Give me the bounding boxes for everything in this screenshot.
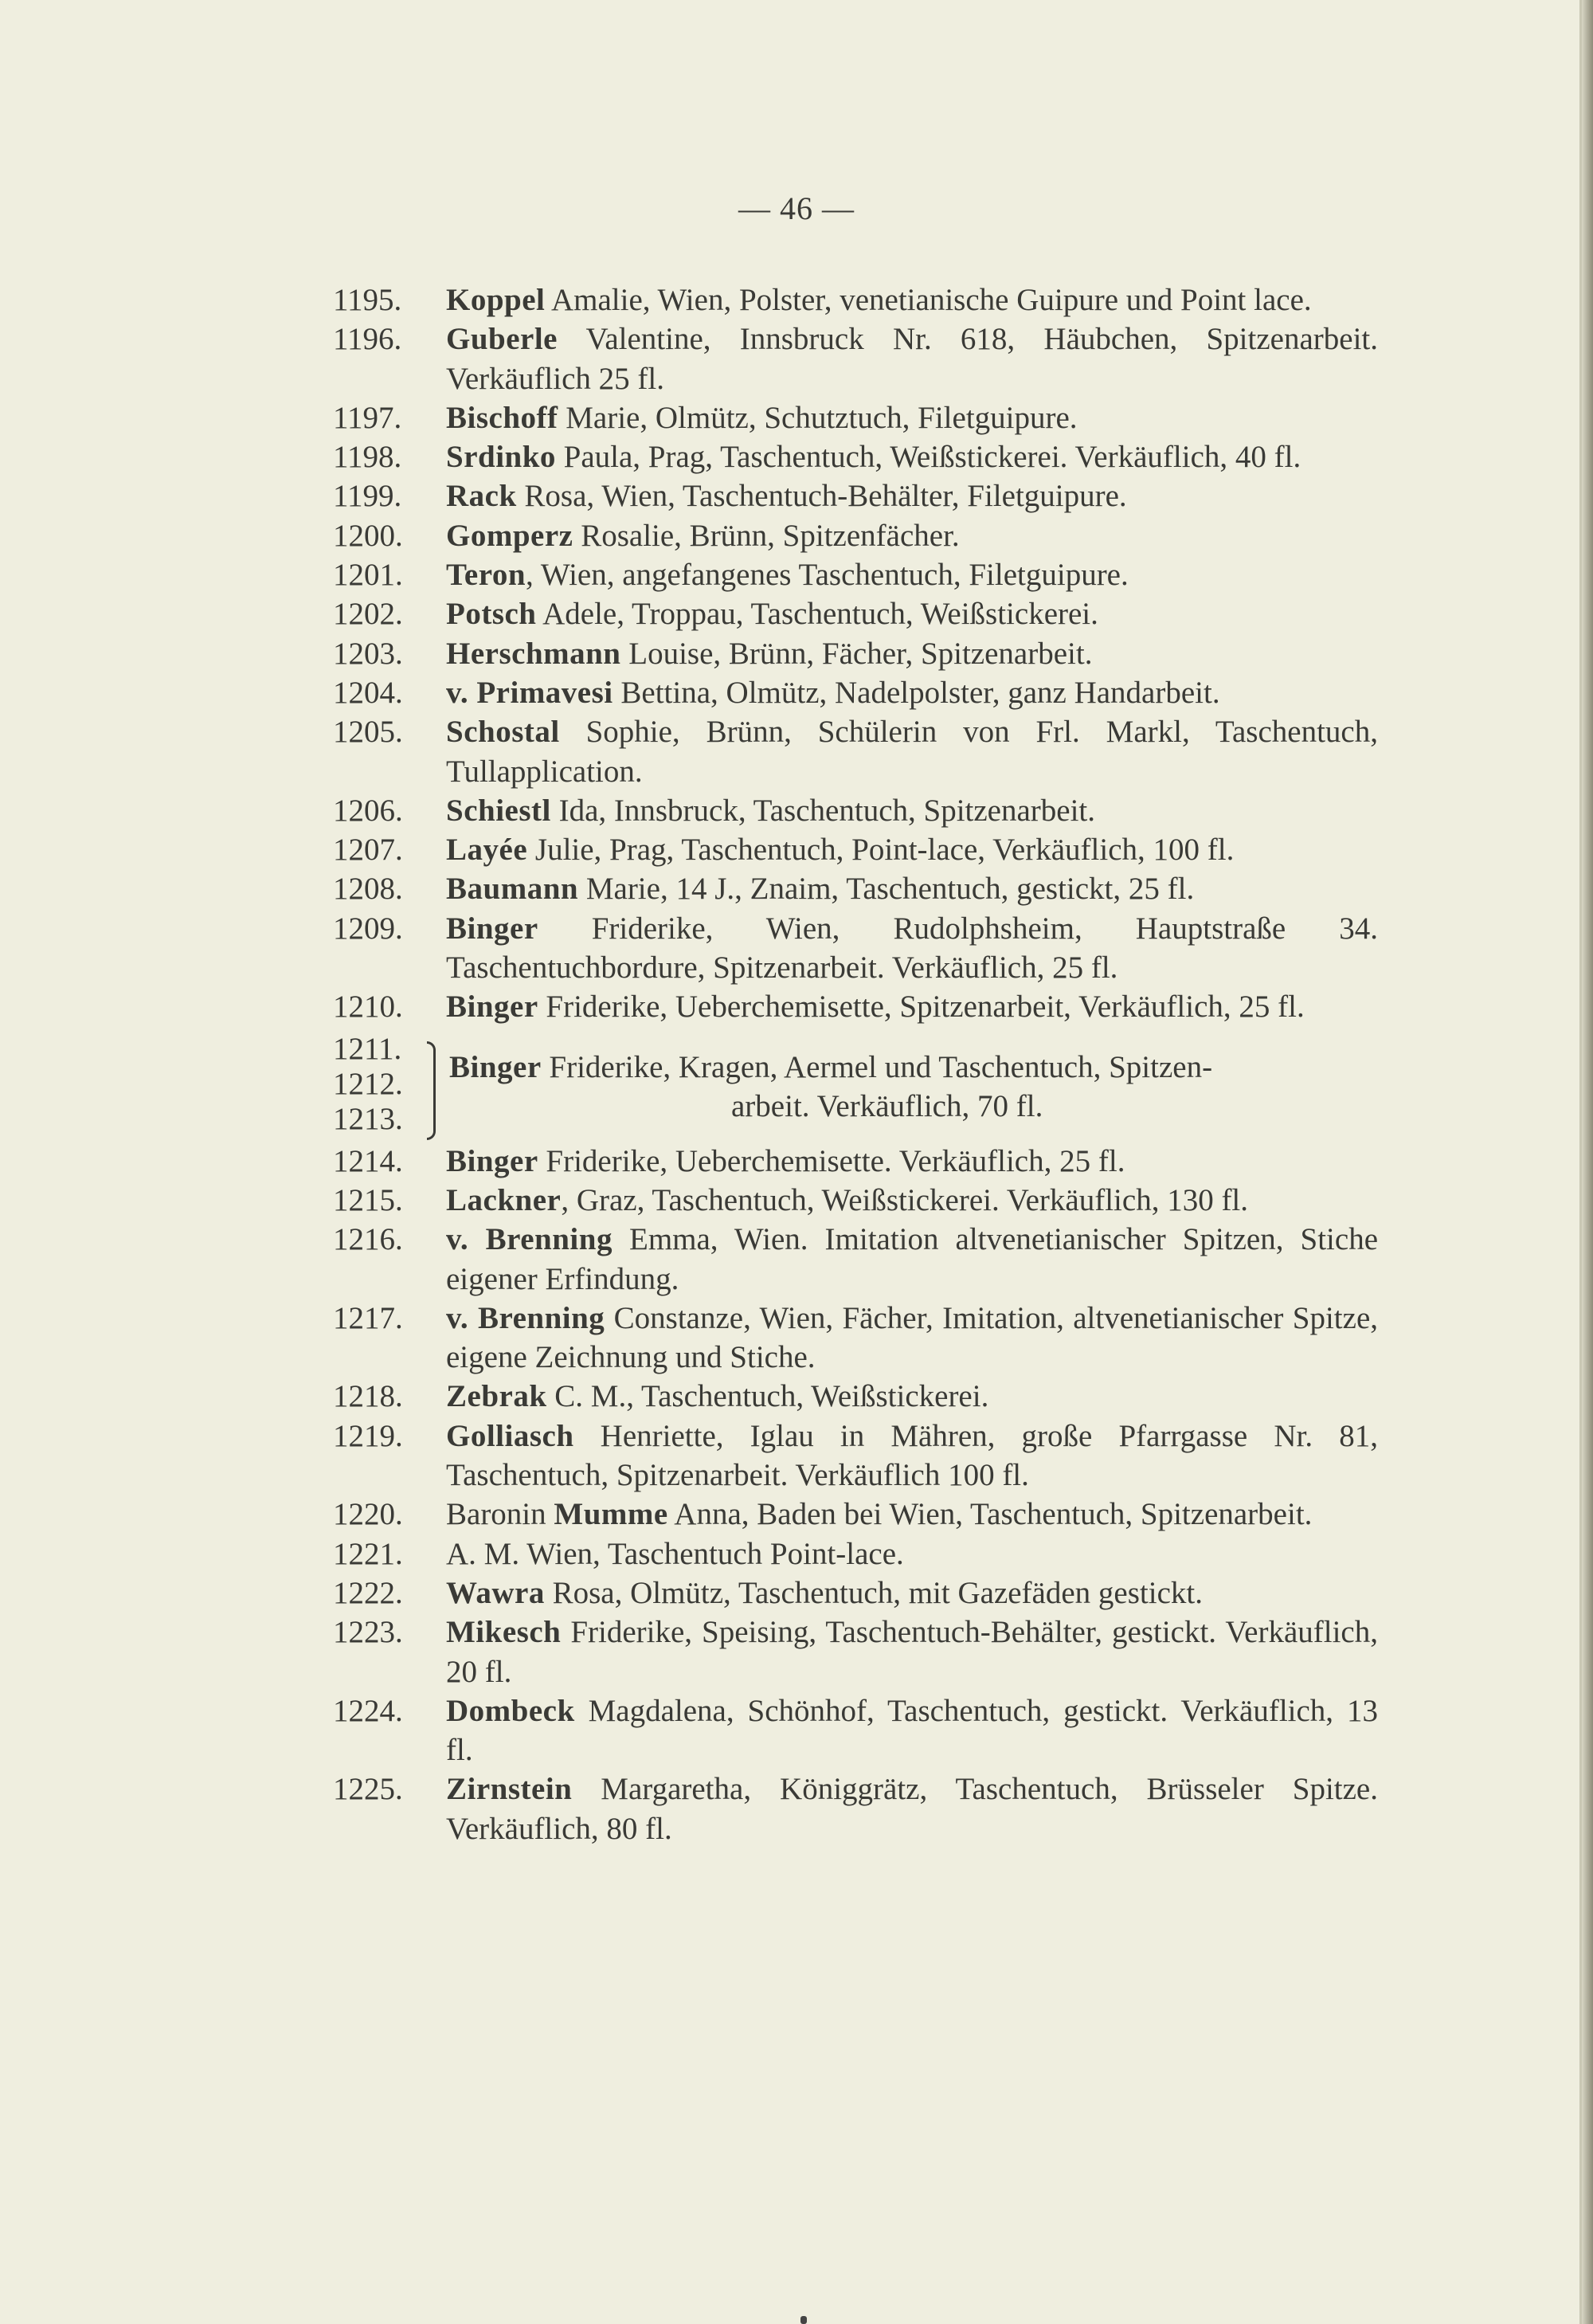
list-entry <box>333 1691 1378 1770</box>
entry-text <box>446 555 1378 594</box>
list-entry <box>333 555 1378 594</box>
entry-description: Paula, Prag, Taschentuch, Weißstickerei. Verkäuflich, 40 fl. <box>555 440 1301 475</box>
entry-text <box>446 1181 1378 1220</box>
grouped-entry-numbers <box>333 1032 427 1140</box>
entry-description: Rosa, Wien, Taschentuch-Behälter, Filetguipure. <box>516 479 1127 514</box>
entry-number: 1195. <box>333 283 402 317</box>
entry-number: 1209. <box>333 911 403 946</box>
entry-description: Friderike, Kragen, Aermel und Taschentuch, Spitzen- <box>541 1049 1213 1084</box>
exhibitor-name: Zirnstein <box>446 1772 573 1807</box>
entry-text <box>446 909 1378 988</box>
list-entry <box>333 1613 1378 1691</box>
entry-description: Valentine, Innsbruck Nr. 618, Häubchen, Spitzenarbeit. Verkäuflich 25 fl. <box>446 322 1378 396</box>
entry-description: Friderike, Speising, Taschentuch-Behälter, gestickt. Verkäuflich, 20 fl. <box>446 1615 1378 1689</box>
entry-description: A. M. Wien, Taschentuch Point-lace. <box>446 1536 904 1571</box>
entry-description: Marie, Olmütz, Schutztuch, Filetguipure. <box>558 400 1078 435</box>
list-entry <box>333 791 1378 830</box>
exhibitor-name: v. Brenning <box>446 1300 605 1335</box>
entry-description: Friderike, Wien, Rudolphsheim, Hauptstraße 34. Taschentuchbordure, Spitzenarbeit. Verkäuflich, 25 fl. <box>446 911 1378 986</box>
entry-number: 1210. <box>333 990 403 1025</box>
entry-number: 1221. <box>333 1536 403 1571</box>
entry-number: 1223. <box>333 1615 403 1650</box>
entry-description: Sophie, Brünn, Schülerin von Frl. Markl, Taschentuch, Tullapplication. <box>446 715 1378 789</box>
list-entry <box>333 1181 1378 1220</box>
entry-description: Marie, 14 J., Znaim, Taschentuch, gestickt, 25 fl. <box>578 872 1195 907</box>
entry-description: Julie, Prag, Taschentuch, Point-lace, Verkäuflich, 100 fl. <box>527 833 1235 868</box>
entry-text <box>446 1377 1378 1416</box>
entry-description: Bettina, Olmütz, Nadelpolster, ganz Handarbeit. <box>613 675 1220 710</box>
entry-list <box>333 280 1378 1848</box>
entry-description: Henriette, Iglau in Mähren, große Pfarrgasse Nr. 81, Taschentuch, Spitzenarbeit. Verkäuflich 100 fl. <box>446 1418 1378 1493</box>
list-entry <box>333 1220 1378 1299</box>
entry-number: 1207. <box>333 833 403 868</box>
exhibitor-name: Schiestl <box>446 793 551 828</box>
entry-number: 1200. <box>333 518 403 553</box>
exhibitor-name: Mikesch <box>446 1615 562 1650</box>
exhibitor-name: Gomperz <box>446 518 573 553</box>
entry-number: 1206. <box>333 793 403 828</box>
entry-description: Magdalena, Schönhof, Taschentuch, gestickt. Verkäuflich, 13 fl. <box>446 1693 1378 1768</box>
entry-description: Rosalie, Brünn, Spitzenfächer. <box>573 518 960 553</box>
page-edge <box>1582 0 1593 2324</box>
list-entry <box>333 1142 1378 1181</box>
entry-description: Emma, Wien. Imitation altvenetianischer Spitzen, Stiche eigener Erfindung. <box>446 1222 1378 1296</box>
exhibitor-name: Koppel <box>446 283 546 317</box>
entry-text <box>446 1534 1378 1574</box>
exhibitor-name: Schostal <box>446 715 560 750</box>
exhibitor-name: Potsch <box>446 597 537 632</box>
exhibitor-name: v. Primavesi <box>446 675 613 710</box>
exhibitor-name: Golliasch <box>446 1418 574 1453</box>
list-entry <box>333 634 1378 673</box>
entry-number: 1199. <box>333 479 402 514</box>
entry-text <box>446 712 1378 791</box>
list-entry <box>333 1417 1378 1495</box>
exhibitor-name: Baumann <box>446 872 579 907</box>
list-entry <box>333 319 1378 398</box>
entry-number: 1203. <box>333 636 403 671</box>
entry-text <box>446 516 1378 555</box>
exhibitor-name: Guberle <box>446 322 558 357</box>
entry-description: , Graz, Taschentuch, Weißstickerei. Verkäuflich, 130 fl. <box>561 1182 1249 1217</box>
entry-text <box>446 869 1378 908</box>
entry-text <box>446 1613 1378 1691</box>
entry-description: Ida, Innsbruck, Taschentuch, Spitzenarbeit. <box>550 793 1096 828</box>
entry-text <box>446 1574 1378 1613</box>
entry-number: 1205. <box>333 715 403 750</box>
list-entry <box>333 1574 1378 1613</box>
entry-text <box>446 398 1378 437</box>
list-entry <box>333 712 1378 791</box>
entry-number: 1201. <box>333 558 403 593</box>
entry-number: 1198. <box>333 440 402 475</box>
entry-description: Rosa, Olmütz, Taschentuch, mit Gazefäden gestickt. <box>544 1575 1203 1610</box>
exhibitor-name: Lackner <box>446 1182 562 1217</box>
entry-description: Adele, Troppau, Taschentuch, Weißstickerei. <box>536 597 1098 632</box>
entry-description: C. M., Taschentuch, Weißstickerei. <box>546 1379 989 1414</box>
entry-number: 1208. <box>333 872 403 907</box>
entry-number: 1204. <box>333 675 403 710</box>
entry-text <box>446 830 1378 869</box>
exhibitor-name: Wawra <box>446 1575 545 1610</box>
list-entry <box>333 1299 1378 1378</box>
exhibitor-name: Bischoff <box>446 400 558 435</box>
entry-description: Louise, Brünn, Fächer, Spitzenarbeit. <box>620 636 1093 671</box>
entry-text <box>446 1769 1378 1848</box>
entry-number: 1220. <box>333 1497 403 1532</box>
exhibitor-name: Binger <box>446 1143 538 1178</box>
list-entry <box>333 869 1378 908</box>
exhibitor-name: Dombeck <box>446 1693 575 1728</box>
list-entry <box>333 398 1378 437</box>
entry-number: 1197. <box>333 400 402 435</box>
entry-description: Margaretha, Königgrätz, Taschentuch, Brüsseler Spitze. Verkäuflich, 80 fl. <box>446 1772 1378 1846</box>
entry-description: Friderike, Ueberchemisette, Spitzenarbeit, Verkäuflich, 25 fl. <box>538 990 1305 1025</box>
list-entry <box>333 1534 1378 1574</box>
entry-number: 1218. <box>333 1379 403 1414</box>
entry-text <box>446 476 1378 515</box>
entry-text <box>446 673 1378 712</box>
grouped-entry <box>333 1032 1378 1140</box>
list-entry <box>333 909 1378 988</box>
entry-number: 1202. <box>333 597 403 632</box>
list-entry <box>333 987 1378 1026</box>
entry-number: 1215. <box>333 1182 403 1217</box>
entry-number: 1212. <box>333 1066 403 1101</box>
entry-text <box>446 1299 1378 1378</box>
entry-number: 1214. <box>333 1143 403 1178</box>
list-entry <box>333 1495 1378 1534</box>
list-entry <box>333 594 1378 633</box>
entry-text <box>446 634 1378 673</box>
print-speck <box>800 2316 807 2324</box>
exhibitor-name: Teron <box>446 558 526 593</box>
entry-text <box>446 437 1378 476</box>
entry-number: 1224. <box>333 1693 403 1728</box>
exhibitor-name: Mumme <box>554 1497 668 1532</box>
list-entry <box>333 280 1378 319</box>
list-entry <box>333 673 1378 712</box>
exhibitor-name: Binger <box>446 990 538 1025</box>
entry-number: 1225. <box>333 1772 403 1807</box>
list-entry <box>333 1769 1378 1848</box>
entry-text <box>446 1220 1378 1299</box>
list-entry <box>333 830 1378 869</box>
entry-text <box>446 1417 1378 1495</box>
brace <box>427 1041 436 1140</box>
entry-text <box>446 319 1378 398</box>
entry-number: 1219. <box>333 1418 403 1453</box>
entry-description: Friderike, Ueberchemisette. Verkäuflich, 25 fl. <box>538 1143 1125 1178</box>
exhibitor-name: Rack <box>446 479 517 514</box>
entry-text <box>449 1032 1378 1140</box>
page-number: — 46 — <box>738 190 855 226</box>
exhibitor-name: Herschmann <box>446 636 621 671</box>
entry-description: , Wien, angefangenes Taschentuch, Filetguipure. <box>526 558 1129 593</box>
list-entry <box>333 1377 1378 1416</box>
entry-text <box>446 280 1378 319</box>
exhibitor-name: Layée <box>446 833 528 868</box>
exhibitor-name: Binger <box>449 1049 542 1084</box>
list-entry <box>333 476 1378 515</box>
entry-number: 1211. <box>333 1031 402 1066</box>
exhibitor-name: Srdinko <box>446 440 556 475</box>
entry-description: Constanze, Wien, Fächer, Imitation, altvenetianischer Spitze, eigene Zeichnung und Stiche. <box>446 1300 1378 1375</box>
list-entry <box>333 437 1378 476</box>
entry-text <box>446 1142 1378 1181</box>
entry-number: 1213. <box>333 1101 403 1136</box>
entry-description: Anna, Baden bei Wien, Taschentuch, Spitzenarbeit. <box>667 1497 1313 1532</box>
entry-text <box>446 1495 1378 1534</box>
entry-prefix: Baronin <box>446 1497 554 1532</box>
entry-number: 1216. <box>333 1222 403 1257</box>
entry-text <box>446 791 1378 830</box>
entry-text <box>446 987 1378 1026</box>
entry-continuation: arbeit. Verkäuflich, 70 fl. <box>731 1088 1043 1123</box>
entry-number: 1217. <box>333 1300 403 1335</box>
exhibitor-name: Zebrak <box>446 1379 547 1414</box>
exhibitor-name: v. Brenning <box>446 1222 613 1257</box>
entry-text <box>446 1691 1378 1770</box>
exhibitor-name: Binger <box>446 911 538 946</box>
entry-description: Amalie, Wien, Polster, venetianische Guipure und Point lace. <box>545 283 1312 317</box>
entry-number: 1196. <box>333 322 402 357</box>
entry-text <box>446 594 1378 633</box>
list-entry <box>333 516 1378 555</box>
entry-number: 1222. <box>333 1575 403 1610</box>
